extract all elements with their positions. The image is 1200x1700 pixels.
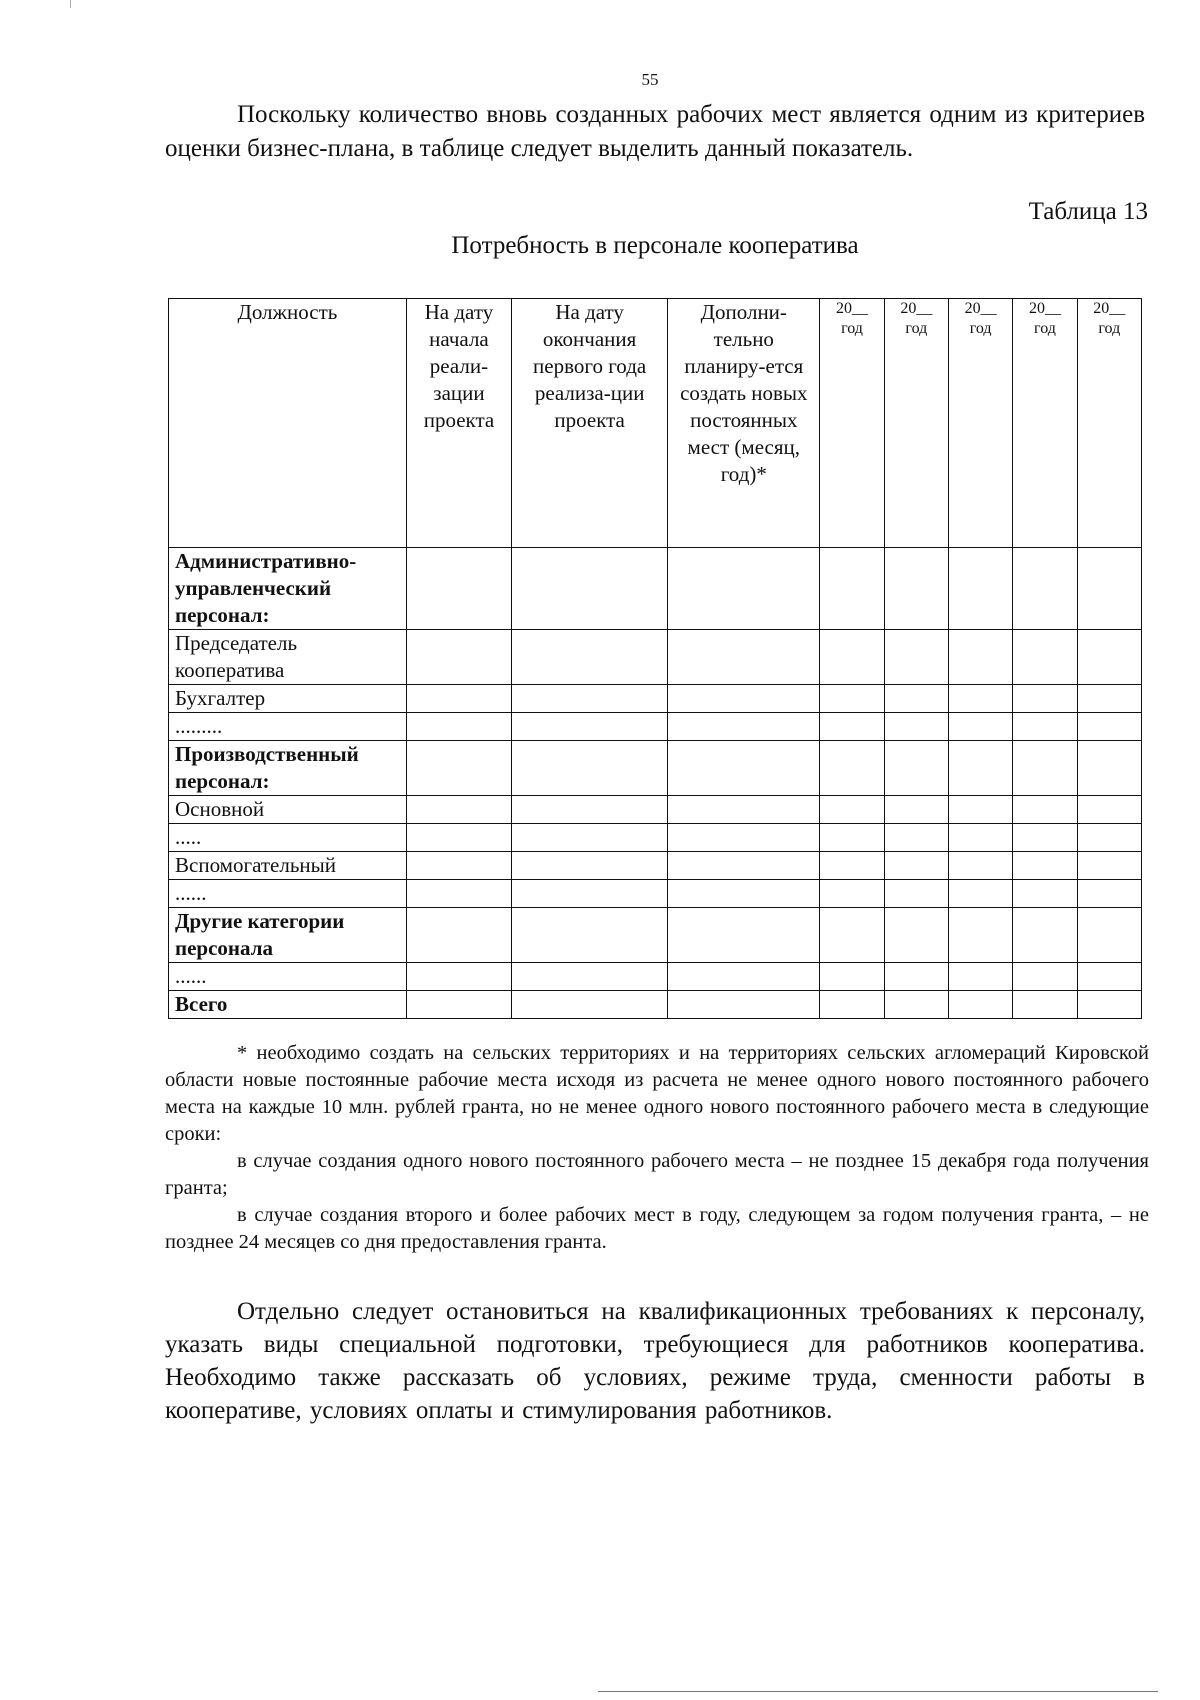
- empty-cell: [406, 630, 511, 685]
- header-year: 20__ год: [1013, 299, 1077, 548]
- table-row: [169, 548, 1142, 630]
- page-number: 55: [641, 70, 659, 89]
- table-row: [169, 713, 1142, 741]
- empty-cell: [884, 963, 948, 991]
- empty-cell: [884, 741, 948, 796]
- empty-cell: [512, 991, 668, 1019]
- header-year: 20__ год: [1077, 299, 1141, 548]
- table-row: [169, 796, 1142, 824]
- table-row: [169, 630, 1142, 685]
- empty-cell: [668, 991, 820, 1019]
- empty-cell: [948, 713, 1012, 741]
- empty-cell: [668, 796, 820, 824]
- empty-cell: [668, 880, 820, 908]
- empty-cell: [1013, 796, 1077, 824]
- empty-cell: [512, 796, 668, 824]
- table-footnote: [165, 1040, 1149, 1256]
- row-position-label: Основной: [169, 796, 407, 824]
- empty-cell: [820, 630, 884, 685]
- empty-cell: [512, 713, 668, 741]
- empty-cell: [884, 991, 948, 1019]
- row-position-label: Председатель кооператива: [169, 630, 407, 685]
- empty-cell: [668, 963, 820, 991]
- empty-cell: [668, 685, 820, 713]
- outro-paragraph: Отдельно следует остановиться на квалификационных требованиях к персоналу, указать виды специальной подготовки, требующиеся для работников кооператива. Необходимо также рассказать об условиях, режиме труда, сменности работы в кооперативе, условиях оплаты и стимулирования работников.: [165, 1298, 1145, 1424]
- empty-cell: [884, 630, 948, 685]
- empty-cell: [668, 713, 820, 741]
- row-position-label: ......: [169, 880, 407, 908]
- empty-cell: [668, 741, 820, 796]
- empty-cell: [884, 908, 948, 963]
- table-body: [169, 548, 1142, 1019]
- empty-cell: [820, 852, 884, 880]
- empty-cell: [1013, 685, 1077, 713]
- empty-cell: [406, 713, 511, 741]
- header-year: 20__ год: [948, 299, 1012, 548]
- table-row: [169, 741, 1142, 796]
- footnote-case-two: в случае создания второго и более рабочих мест в году, следующем за годом получения гранта, – не позднее 24 месяцев со дня предоставления гранта.: [165, 1204, 1149, 1253]
- scan-bottom-line: [598, 1691, 1158, 1692]
- row-position-label: Другие категории персонала: [169, 908, 407, 963]
- empty-cell: [406, 852, 511, 880]
- empty-cell: [1013, 548, 1077, 630]
- empty-cell: [948, 630, 1012, 685]
- empty-cell: [406, 824, 511, 852]
- empty-cell: [1013, 713, 1077, 741]
- empty-cell: [512, 824, 668, 852]
- empty-cell: [512, 548, 668, 630]
- empty-cell: [1077, 685, 1141, 713]
- intro-paragraph: Поскольку количество вновь созданных рабочих мест является одним из критериев оценки бизнес-плана, в таблице следует выделить данный показатель.: [165, 101, 1145, 162]
- table-row: [169, 685, 1142, 713]
- empty-cell: [884, 852, 948, 880]
- empty-cell: [1013, 852, 1077, 880]
- empty-cell: [948, 796, 1012, 824]
- empty-cell: [1077, 963, 1141, 991]
- empty-cell: [1013, 824, 1077, 852]
- empty-cell: [820, 991, 884, 1019]
- empty-cell: [820, 796, 884, 824]
- empty-cell: [1077, 713, 1141, 741]
- empty-cell: [884, 796, 948, 824]
- table-row: [169, 908, 1142, 963]
- empty-cell: [884, 685, 948, 713]
- footnote-main: * необходимо создать на сельских территориях и на территориях сельских агломераций Кировской области новые постоянные рабочие места исходя из расчета не менее одного нового постоянного рабочего места на каждые 10 млн. рублей гранта, но не менее одного нового постоянного рабочего места в следующие сроки:: [165, 1042, 1149, 1145]
- row-position-label: Административно-управленческий персонал:: [169, 548, 407, 630]
- empty-cell: [1077, 796, 1141, 824]
- empty-cell: [406, 963, 511, 991]
- empty-cell: [406, 741, 511, 796]
- empty-cell: [820, 548, 884, 630]
- empty-cell: [1013, 741, 1077, 796]
- empty-cell: [1077, 880, 1141, 908]
- empty-cell: [668, 548, 820, 630]
- empty-cell: [884, 880, 948, 908]
- table-title: Потребность в персонале кооператива: [451, 232, 859, 259]
- empty-cell: [668, 630, 820, 685]
- empty-cell: [512, 630, 668, 685]
- empty-cell: [406, 991, 511, 1019]
- empty-cell: [948, 852, 1012, 880]
- empty-cell: [406, 685, 511, 713]
- empty-cell: [948, 741, 1012, 796]
- empty-cell: [820, 880, 884, 908]
- staff-table: [168, 298, 1142, 1019]
- empty-cell: [948, 991, 1012, 1019]
- empty-cell: [1077, 908, 1141, 963]
- row-position-label: .........: [169, 713, 407, 741]
- header-year: 20__ год: [884, 299, 948, 548]
- empty-cell: [1013, 908, 1077, 963]
- header-start-date: На дату начала реали-зации проекта: [406, 299, 511, 548]
- row-position-label: Производственный персонал:: [169, 741, 407, 796]
- row-position-label: Всего: [169, 991, 407, 1019]
- empty-cell: [1077, 852, 1141, 880]
- table-row: [169, 991, 1142, 1019]
- header-end-first-year: На дату окончания первого года реализа-ции проекта: [512, 299, 668, 548]
- table-row: [169, 852, 1142, 880]
- empty-cell: [1013, 880, 1077, 908]
- empty-cell: [406, 548, 511, 630]
- empty-cell: [820, 824, 884, 852]
- scan-edge-mark: [70, 0, 71, 8]
- table-label: Таблица 13: [1028, 198, 1148, 225]
- empty-cell: [948, 880, 1012, 908]
- row-position-label: Вспомогательный: [169, 852, 407, 880]
- table-header-row: [169, 299, 1142, 548]
- empty-cell: [668, 824, 820, 852]
- empty-cell: [820, 685, 884, 713]
- empty-cell: [1013, 991, 1077, 1019]
- empty-cell: [406, 796, 511, 824]
- empty-cell: [948, 548, 1012, 630]
- empty-cell: [948, 963, 1012, 991]
- empty-cell: [1013, 630, 1077, 685]
- empty-cell: [668, 908, 820, 963]
- header-year: 20__ год: [820, 299, 884, 548]
- empty-cell: [948, 685, 1012, 713]
- empty-cell: [1077, 991, 1141, 1019]
- table-row: [169, 824, 1142, 852]
- empty-cell: [512, 741, 668, 796]
- footnote-case-one: в случае создания одного нового постоянного рабочего места – не позднее 15 декабря года получения гранта;: [165, 1150, 1149, 1199]
- empty-cell: [1077, 630, 1141, 685]
- empty-cell: [1077, 824, 1141, 852]
- row-position-label: .....: [169, 824, 407, 852]
- row-position-label: ......: [169, 963, 407, 991]
- empty-cell: [820, 908, 884, 963]
- empty-cell: [1077, 548, 1141, 630]
- empty-cell: [406, 880, 511, 908]
- empty-cell: [512, 685, 668, 713]
- empty-cell: [884, 713, 948, 741]
- empty-cell: [820, 963, 884, 991]
- empty-cell: [1013, 963, 1077, 991]
- empty-cell: [820, 741, 884, 796]
- header-additional-places: Дополни-тельно планиру-ется создать новых постоянных мест (месяц, год)*: [668, 299, 820, 548]
- empty-cell: [884, 548, 948, 630]
- empty-cell: [512, 880, 668, 908]
- empty-cell: [512, 852, 668, 880]
- empty-cell: [406, 908, 511, 963]
- empty-cell: [820, 713, 884, 741]
- empty-cell: [884, 824, 948, 852]
- table-row: [169, 880, 1142, 908]
- empty-cell: [512, 963, 668, 991]
- empty-cell: [512, 908, 668, 963]
- empty-cell: [948, 908, 1012, 963]
- row-position-label: Бухгалтер: [169, 685, 407, 713]
- header-position: Должность: [169, 299, 407, 548]
- empty-cell: [1077, 741, 1141, 796]
- table-row: [169, 963, 1142, 991]
- empty-cell: [668, 852, 820, 880]
- empty-cell: [948, 824, 1012, 852]
